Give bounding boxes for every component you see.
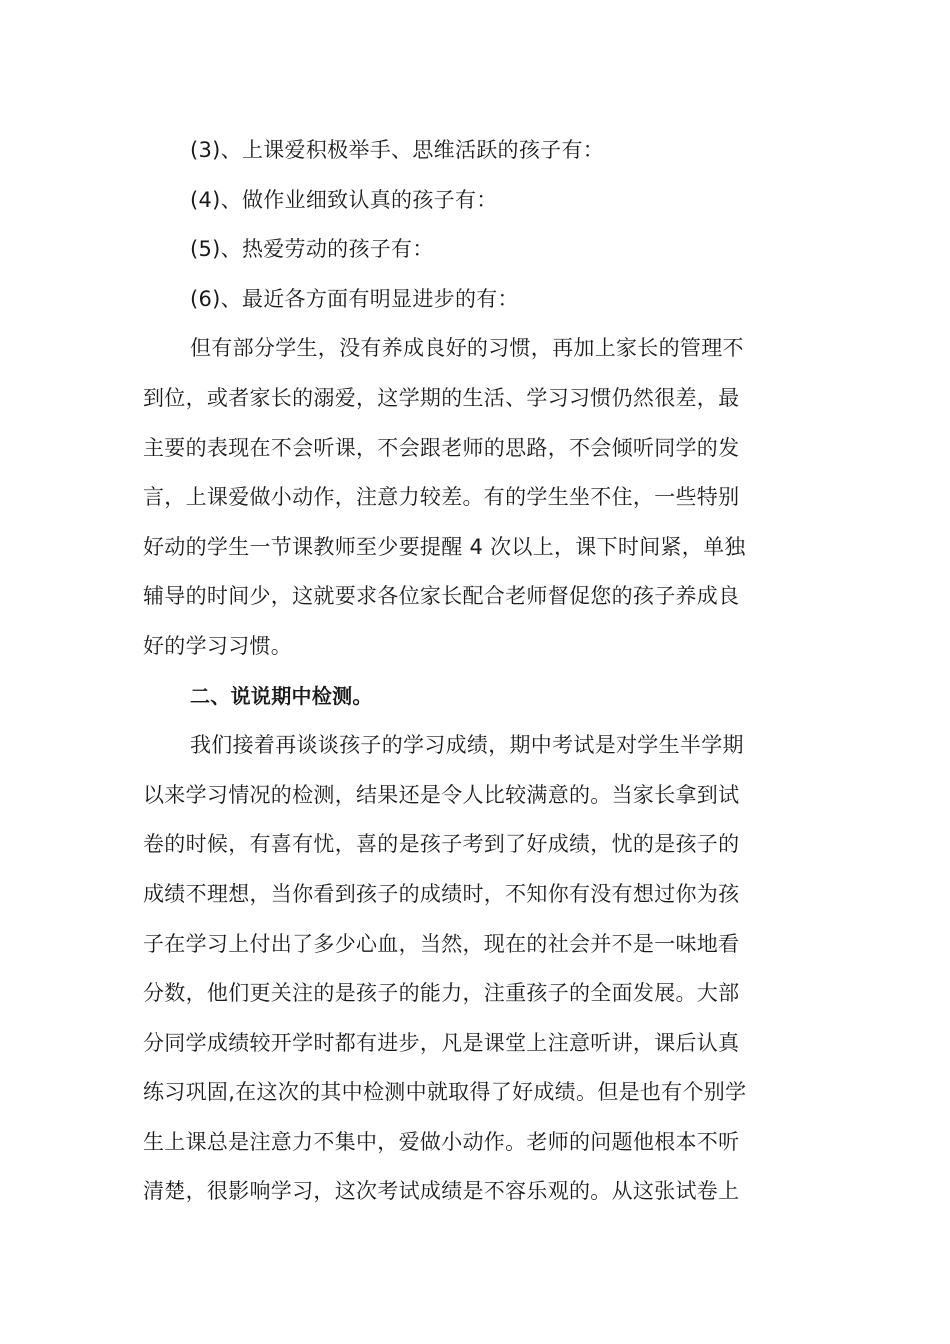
paragraph-line: 成绩不理想，当你看到孩子的成绩时，不知你有没有想过你为孩 (143, 881, 740, 906)
paragraph-line: 生上课总是注意力不集中，爱做小动作。老师的问题他根本不听 (143, 1129, 740, 1154)
paragraph-line: 到位，或者家长的溺爱，这学期的生活、学习习惯仍然很差，最 (143, 385, 740, 410)
paragraph-line: 分数，他们更关注的是孩子的能力，注重孩子的全面发展。大部 (143, 981, 740, 1006)
paragraph-line: 清楚，很影响学习，这次考试成绩是不容乐观的。从这张试卷上 (143, 1179, 740, 1204)
paragraph-line: 言，上课爱做小动作，注意力较差。有的学生坐不住，一些特别 (143, 485, 740, 510)
list-item: (4)、做作业细致认真的孩子有： (190, 187, 498, 212)
paragraph-line: 以来学习情况的检测，结果还是令人比较满意的。当家长拿到试 (143, 782, 740, 807)
paragraph-line: 但有部分学生，没有养成良好的习惯，再加上家长的管理不 (190, 336, 744, 361)
paragraph-line: 主要的表现在不会听课，不会跟老师的思路，不会倾听同学的发 (143, 435, 740, 460)
list-item: (5)、热爱劳动的孩子有： (190, 237, 434, 262)
paragraph-line: 练习巩固,在这次的其中检测中就取得了好成绩。但是也有个别学 (143, 1080, 747, 1105)
list-item: (6)、最近各方面有明显进步的有： (190, 286, 519, 311)
section-heading: 二、说说期中检测。 (190, 683, 373, 708)
paragraph-line: 分同学成绩较开学时都有进步，凡是课堂上注意听讲，课后认真 (143, 1030, 740, 1055)
paragraph-line: 卷的时候，有喜有忧，喜的是孩子考到了好成绩，忧的是孩子的 (143, 832, 740, 857)
paragraph-line: 辅导的时间少，这就要求各位家长配合老师督促您的孩子养成良 (143, 584, 740, 609)
paragraph-line: 好动的学生一节课教师至少要提醒 4 次以上，课下时间紧，单独 (143, 534, 746, 559)
list-item: (3)、上课爱积极举手、思维活跃的孩子有： (190, 138, 605, 162)
paragraph-line: 好的学习习惯。 (143, 633, 293, 658)
paragraph-line: 我们接着再谈谈孩子的学习成绩，期中考试是对学生半学期 (190, 733, 744, 758)
document-page (143, 126, 807, 1217)
paragraph-line: 子在学习上付出了多少心血，当然，现在的社会并不是一味地看 (143, 931, 740, 956)
